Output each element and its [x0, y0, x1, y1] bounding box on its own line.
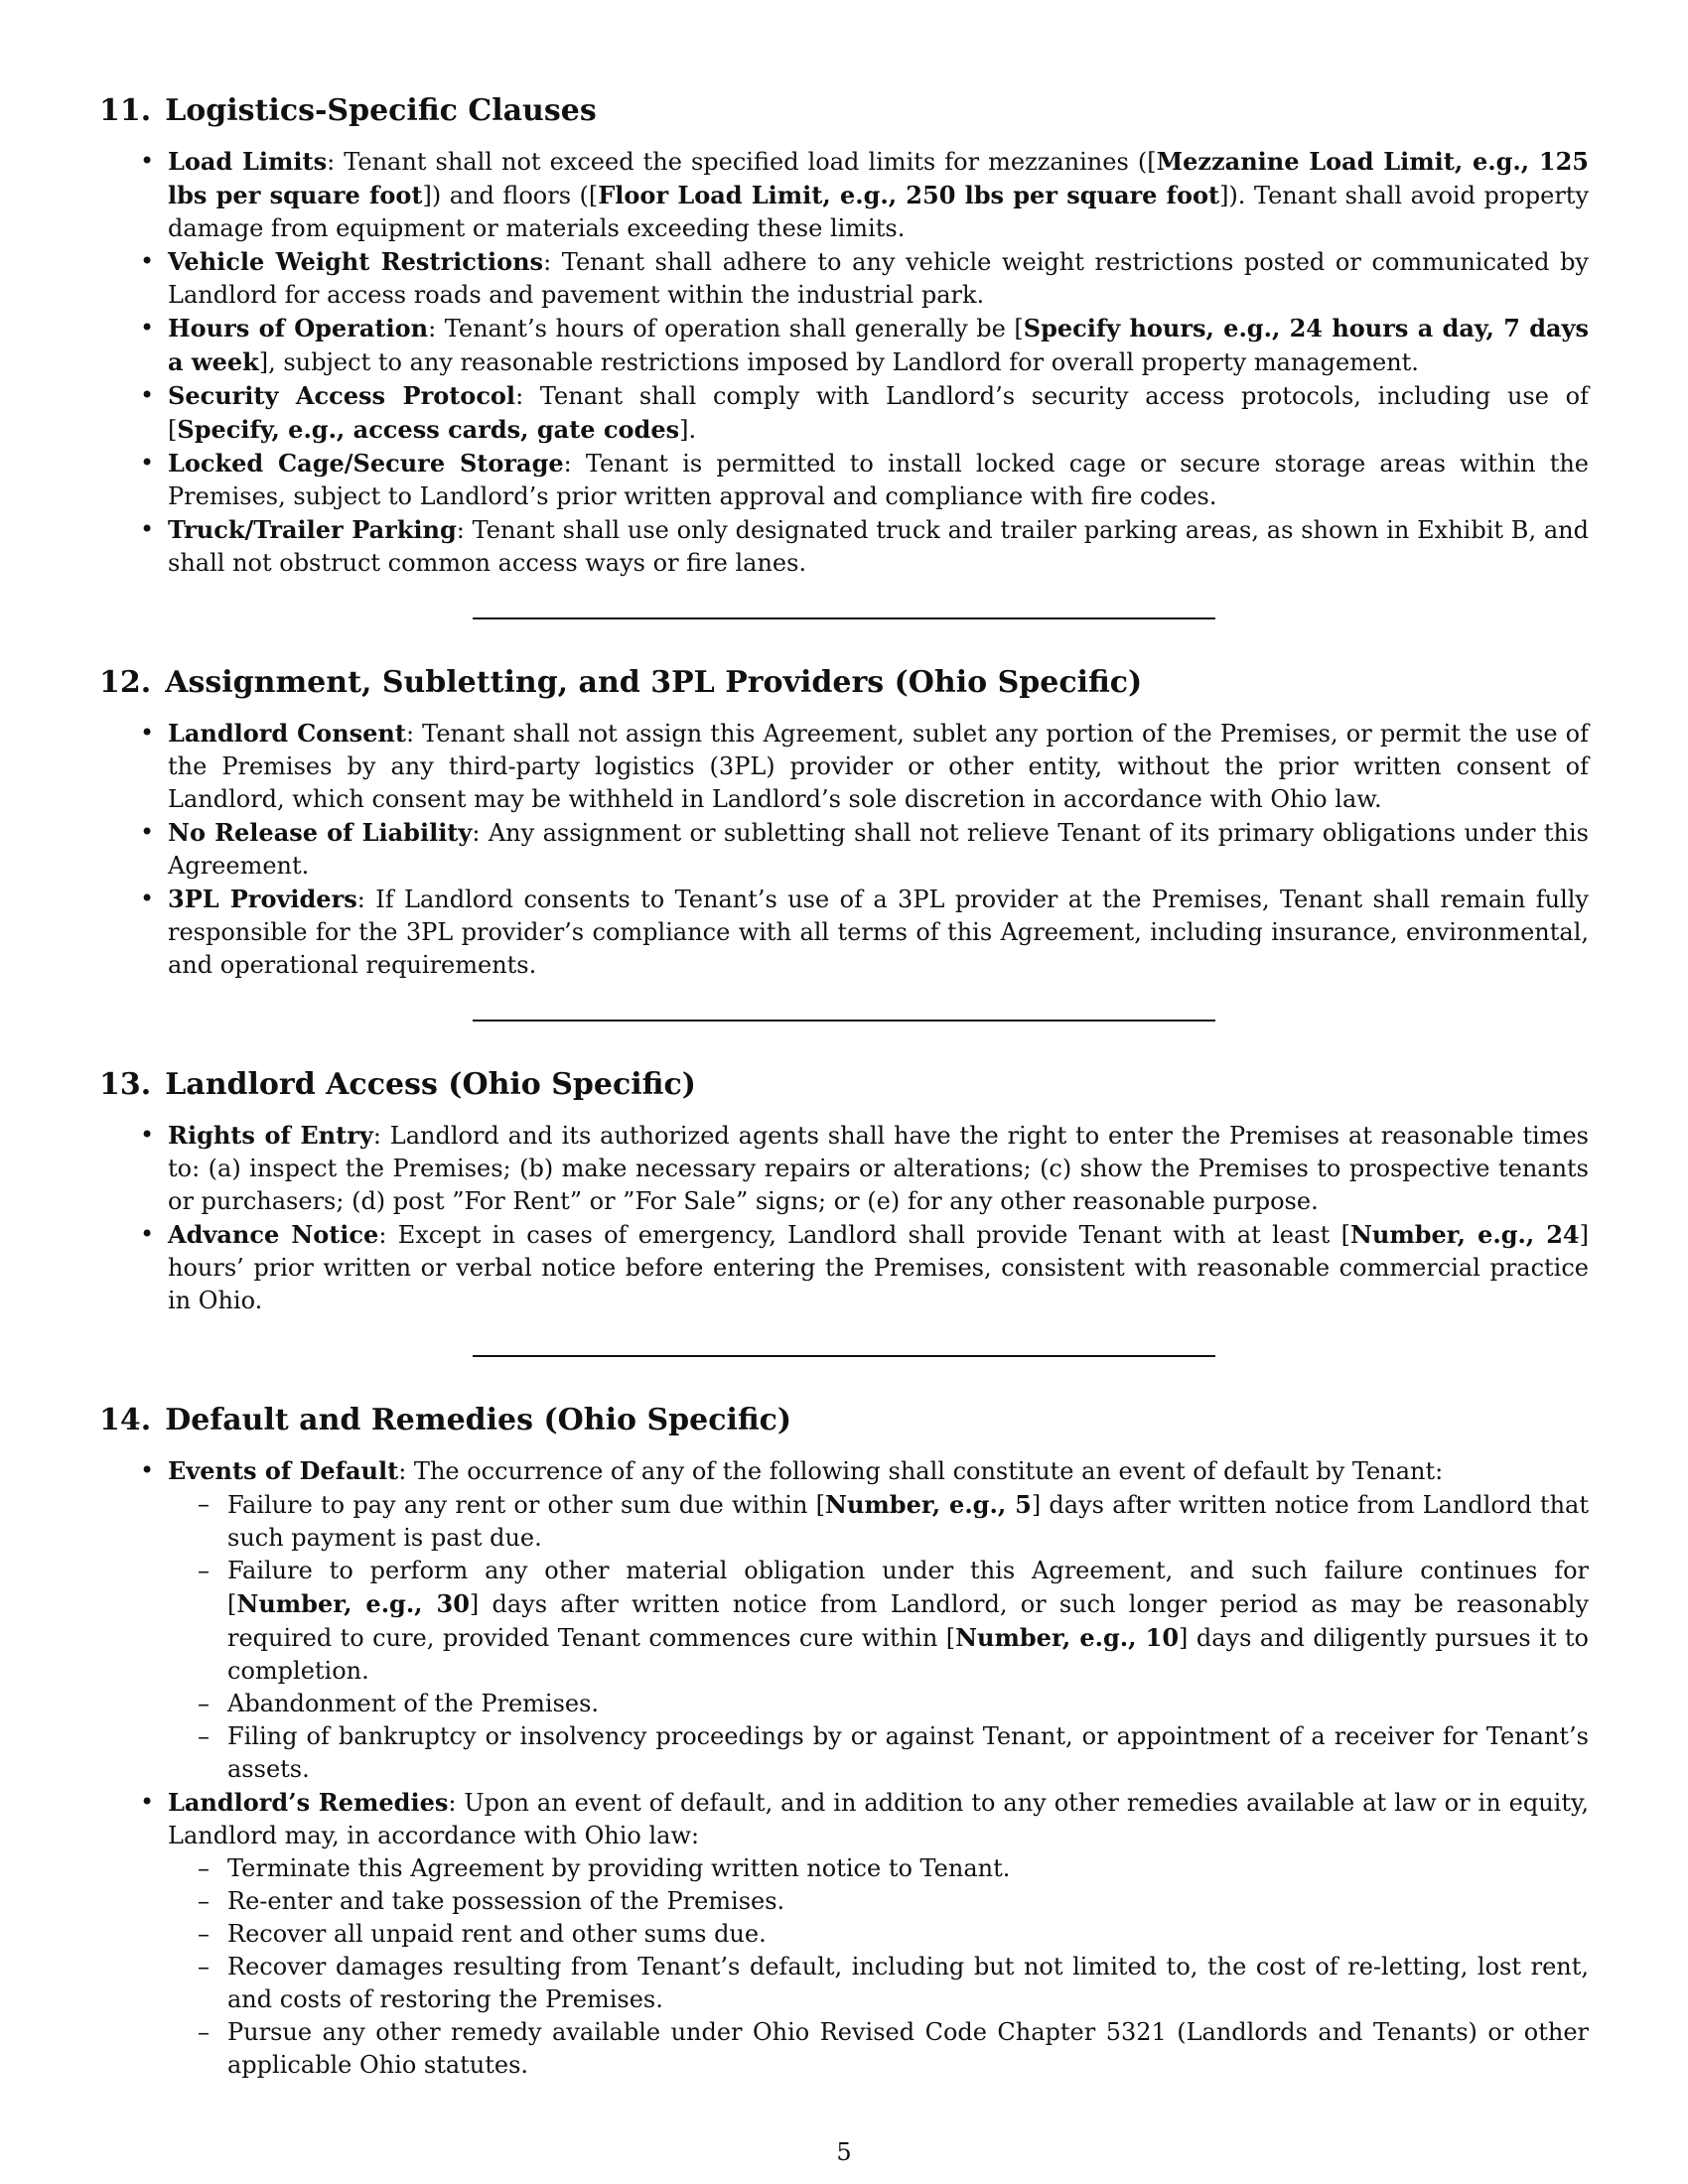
list-item	[168, 379, 1589, 447]
section-heading	[99, 91, 1589, 131]
clause-list	[99, 1119, 1589, 1317]
placeholder-field: Floor Load Limit, e.g., 250 lbs per square foot	[598, 181, 1220, 209]
clause-list	[99, 1454, 1589, 2082]
section-11	[99, 91, 1589, 580]
sub-list-item	[227, 1720, 1589, 1786]
list-item	[168, 245, 1589, 312]
sub-list-item	[227, 1488, 1589, 1555]
sub-list	[168, 1852, 1589, 2082]
section-title: Assignment, Subletting, and 3PL Providers (Ohio Specific)	[165, 665, 1143, 700]
clause-label: Rights of Entry	[168, 1121, 373, 1150]
clause-label: Events of Default	[168, 1456, 399, 1485]
clause-text: : Tenant shall adhere to any vehicle weight restrictions posted or communicated by Landlord for access roads and pavement within the industrial park.	[168, 248, 1589, 309]
clause-label: Security Access Protocol	[168, 381, 516, 410]
placeholder-field: Specify hours, e.g., 24 hours a day, 7 days a week	[168, 314, 1589, 376]
clause-text: : If Landlord consents to Tenant’s use of a 3PL provider at the Premises, Tenant shall remain fully responsible for the 3PL provider’s compliance with all terms of this Agreement, including insurance, environmental, and operational requirements.	[168, 886, 1589, 979]
section-number: 11.	[99, 93, 152, 128]
clause-text: Abandonment of the Premises.	[227, 1690, 600, 1717]
section-number: 12.	[99, 665, 152, 700]
clause-label: Vehicle Weight Restrictions	[168, 247, 544, 276]
list-item	[168, 1119, 1589, 1218]
list-item	[168, 883, 1589, 982]
clause-text: Failure to perform any other material obligation under this Agreement, and such failure continues for [	[227, 1557, 1589, 1618]
clause-text: : Upon an event of default, and in addition to any other remedies available at law or in equity, Landlord may, in accordance with Ohio law:	[168, 1789, 1589, 1849]
section-title: Landlord Access (Ohio Specific)	[165, 1067, 696, 1102]
clause-text: : Tenant shall not assign this Agreement, sublet any portion of the Premises, or permit the use of the Premises by any third-party logistics (3PL) provider or other entity, without the prior written consent of Landlord, which consent may be withheld in Landlord’s sole discretion in accordance with Ohio law.	[168, 720, 1589, 813]
clause-text: ] hours’ prior written or verbal notice before entering the Premises, consistent with reasonable commercial practice in Ohio.	[168, 1221, 1590, 1314]
placeholder-field: Number, e.g., 10	[955, 1623, 1180, 1652]
list-item	[168, 816, 1589, 883]
clause-text: : Tenant shall not exceed the specified load limits for mezzanines ([	[327, 148, 1157, 176]
list-item	[168, 145, 1589, 245]
section-13	[99, 1065, 1589, 1317]
sub-list-item: – Re-enter and take possession of the Premises.	[227, 1885, 1589, 1918]
list-item	[168, 447, 1589, 513]
sub-list-item: – Pursue any other remedy available under Ohio Revised Code Chapter 5321 (Landlords and Tenants) or other applicable Ohio statutes.	[227, 2016, 1589, 2082]
clause-text: : Landlord and its authorized agents shall have the right to enter the Premises at reasonable times to: (a) inspect the Premises; (b) make necessary repairs or alterations; (c) show the Premises to prospective tenants or purchasers; (d) post ”For Rent” or ”For Sale” signs; or (e) for any other reasonable purpose.	[168, 1122, 1589, 1215]
placeholder-field: Specify, e.g., access cards, gate codes	[177, 415, 680, 444]
section-heading	[99, 1401, 1589, 1440]
clause-list	[99, 717, 1589, 982]
list-item	[168, 513, 1589, 580]
section-heading	[99, 1065, 1589, 1105]
placeholder-field: Number, e.g., 5	[825, 1490, 1032, 1519]
list-item	[168, 1454, 1589, 1786]
clause-text: : Tenant shall use only designated truck and trailer parking areas, as shown in Exhibit B, and shall not obstruct common access ways or fire lanes.	[168, 516, 1589, 577]
section-title: Default and Remedies (Ohio Specific)	[165, 1403, 792, 1437]
sub-list-item: – Terminate this Agreement by providing written notice to Tenant.	[227, 1852, 1589, 1885]
page-number: 5	[836, 2138, 852, 2166]
section-divider	[473, 1355, 1215, 1357]
clause-text: ] days after written notice from Landlord, or such longer period as may be reasonably required to cure, provided Tenant commences cure within [	[227, 1590, 1589, 1652]
clause-label: Landlord’s Remedies	[168, 1788, 449, 1817]
sub-list-item	[227, 1688, 1589, 1720]
section-divider	[473, 617, 1215, 619]
section-heading	[99, 663, 1589, 703]
clause-label: Locked Cage/Secure Storage	[168, 449, 564, 478]
clause-text: : Any assignment or subletting shall not relieve Tenant of its primary obligations under this Agreement.	[168, 819, 1590, 880]
section-number: 14.	[99, 1403, 152, 1437]
clause-text: Filing of bankruptcy or insolvency proceedings by or against Tenant, or appointment of a receiver for Tenant’s assets.	[227, 1722, 1589, 1783]
section-12	[99, 663, 1589, 982]
clause-text: ] days and diligently pursues it to completion.	[227, 1624, 1590, 1685]
clause-label: 3PL Providers	[168, 885, 357, 913]
clause-text: : The occurrence of any of the following shall constitute an event of default by Tenant:	[398, 1457, 1444, 1485]
clause-label: Hours of Operation	[168, 314, 429, 342]
sub-list-item: – Recover all unpaid rent and other sums due.	[227, 1918, 1589, 1951]
clause-label: Load Limits	[168, 147, 328, 176]
clause-text: ]) and floors ([	[422, 182, 599, 209]
clause-text: : Tenant shall comply with Landlord’s security access protocols, including use of [	[168, 382, 1589, 444]
clause-text: Failure to pay any rent or other sum due within [	[227, 1491, 826, 1519]
clause-label: Truck/Trailer Parking	[168, 515, 457, 544]
section-14	[99, 1401, 1589, 2082]
clause-text: : Tenant’s hours of operation shall generally be [	[428, 315, 1024, 342]
list-item	[168, 1786, 1589, 2082]
clause-text: : Tenant is permitted to install locked cage or secure storage areas within the Premises, subject to Landlord’s prior written approval and compliance with fire codes.	[168, 450, 1589, 510]
list-item	[168, 312, 1589, 379]
placeholder-field: Mezzanine Load Limit, e.g., 125 lbs per square foot	[168, 147, 1590, 209]
clause-text: : Except in cases of emergency, Landlord shall provide Tenant with at least [	[378, 1221, 1350, 1249]
clause-text: ] days after written notice from Landlord that such payment is past due.	[227, 1491, 1589, 1552]
clause-label: No Release of Liability	[168, 818, 473, 847]
placeholder-field: Number, e.g., 30	[236, 1589, 470, 1618]
placeholder-field: Number, e.g., 24	[1349, 1220, 1580, 1249]
clause-label: Advance Notice	[168, 1220, 379, 1249]
section-divider	[473, 1020, 1215, 1022]
clause-text: ].	[679, 416, 697, 444]
document-body	[99, 91, 1589, 2082]
sub-list-item	[227, 1555, 1589, 1688]
list-item	[168, 717, 1589, 816]
sub-list	[168, 1488, 1589, 1786]
clause-text: ]). Tenant shall avoid property damage from equipment or materials exceeding these limits.	[168, 182, 1589, 242]
section-title: Logistics-Specific Clauses	[165, 93, 597, 128]
section-number: 13.	[99, 1067, 152, 1102]
clause-text: ], subject to any reasonable restrictions imposed by Landlord for overall property management.	[258, 348, 1419, 376]
clause-list	[99, 145, 1589, 580]
sub-list-item: – Recover damages resulting from Tenant’s default, including but not limited to, the cost of re-letting, lost rent, and costs of restoring the Premises.	[227, 1951, 1589, 2016]
list-item	[168, 1218, 1589, 1317]
clause-label: Landlord Consent	[168, 719, 406, 748]
